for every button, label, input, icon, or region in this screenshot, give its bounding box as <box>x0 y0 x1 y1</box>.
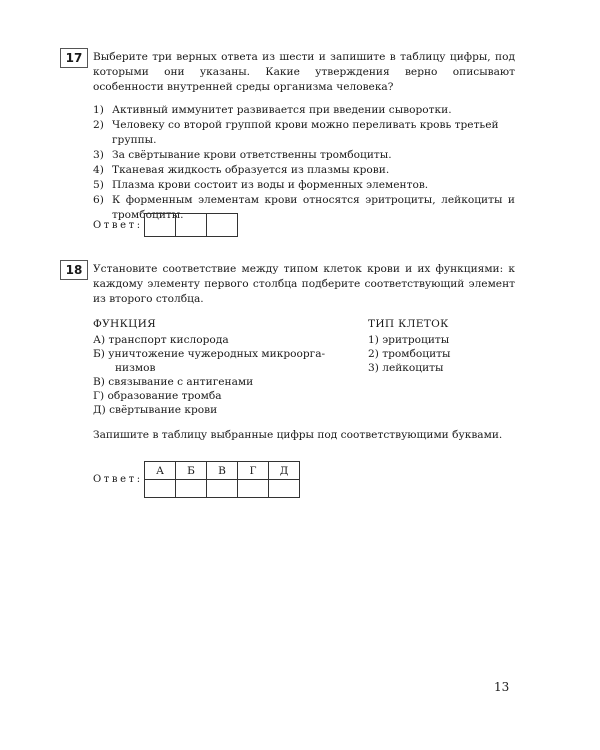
answer-table-header-row <box>145 462 300 480</box>
page-number: 13 <box>494 680 510 694</box>
answer-cell[interactable] <box>206 213 238 237</box>
answer-cell[interactable] <box>175 213 207 237</box>
answer-table-18 <box>144 461 300 498</box>
question-number-17: 17 <box>60 48 88 68</box>
answer-table-header: Б <box>176 462 207 480</box>
function-item-g: Г) образование тромба <box>93 390 222 402</box>
cell-type-3: 3) лейкоциты <box>368 362 444 374</box>
answer-label-18: Ответ: <box>93 474 143 485</box>
answer-table-header: А <box>145 462 176 480</box>
answer-table-header: В <box>207 462 238 480</box>
function-item-d: Д) свёртывание крови <box>93 404 218 416</box>
cell-type-list <box>368 333 508 375</box>
cell-type-2: 2) тромбоциты <box>368 348 451 360</box>
function-item-a: А) транспорт кислорода <box>93 334 229 346</box>
option-5: 5) Плазма крови состоит из воды и форменных элементов. <box>93 179 429 191</box>
answer-table-header: Д <box>269 462 300 480</box>
option-2: 2) Человеку со второй группой крови можно переливать кровь третьей группы. <box>93 119 499 146</box>
function-item-b: Б) уничтожение чужеродных микроорга- низмов <box>93 348 326 374</box>
question-17-text: Выберите три верных ответа из шести и запишите в таблицу цифры, под которыми они указаны. Какие утверждения верно описывают особенности внутренней среды организма человека? <box>93 51 515 93</box>
answer-cell[interactable] <box>269 480 300 498</box>
answer-table-input-row <box>145 480 300 498</box>
function-list <box>93 333 333 417</box>
function-item-v: В) связывание с антигенами <box>93 376 254 388</box>
question-18-instruction: Запишите в таблицу выбранные цифры под соответствующими буквами. <box>93 429 503 441</box>
option-3: 3) За свёртывание крови ответственны тромбоциты. <box>93 149 392 161</box>
answer-cell[interactable] <box>144 213 176 237</box>
option-1: 1) Активный иммунитет развивается при введении сыворотки. <box>93 104 452 116</box>
question-number-18: 18 <box>60 260 88 280</box>
answer-cell[interactable] <box>238 480 269 498</box>
cell-type-column-header: ТИП КЛЕТОК <box>368 318 449 330</box>
cell-type-1: 1) эритроциты <box>368 334 450 346</box>
question-17-options <box>93 103 515 223</box>
answer-boxes-17 <box>145 213 238 237</box>
answer-cell[interactable] <box>145 480 176 498</box>
answer-cell[interactable] <box>176 480 207 498</box>
answer-label-17: Ответ: <box>93 220 143 231</box>
option-6: 6) К форменным элементам крови относятся эритроциты, лейкоциты и тромбоциты. <box>93 194 515 221</box>
option-4: 4) Тканевая жидкость образуется из плазмы крови. <box>93 164 390 176</box>
answer-table-header: Г <box>238 462 269 480</box>
function-column-header: ФУНКЦИЯ <box>93 318 157 330</box>
question-18-text: Установите соответствие между типом клеток крови и их функциями: к каждому элементу первого столбца подберите соответствующий элемент из второго столбца. <box>93 263 515 305</box>
answer-cell[interactable] <box>207 480 238 498</box>
